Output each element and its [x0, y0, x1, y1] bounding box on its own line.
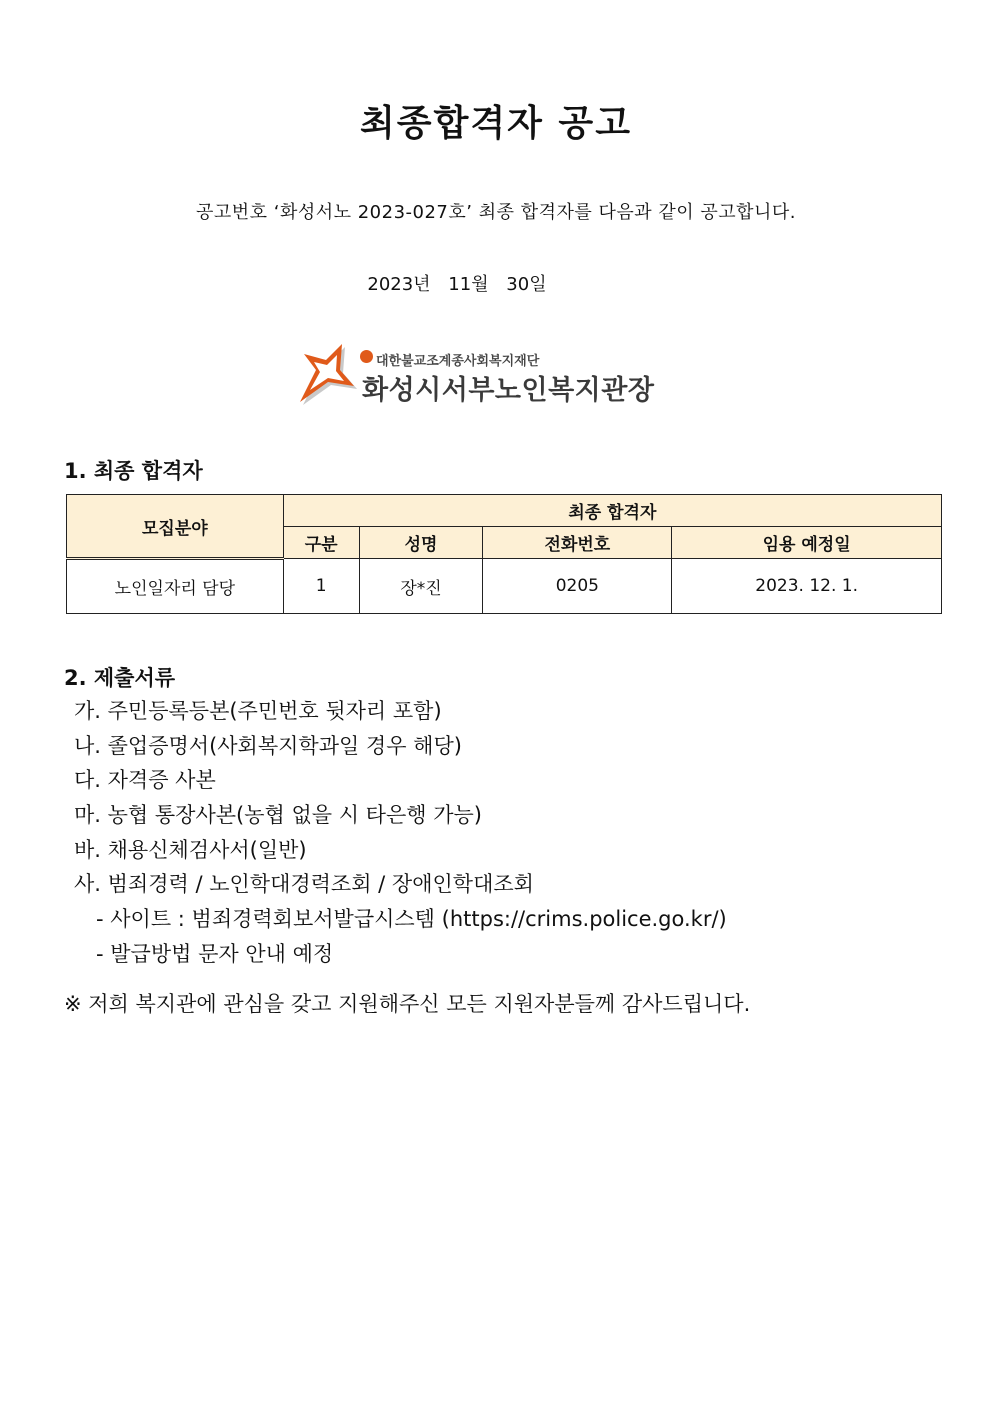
notice-date: 2023년 11월 30일	[367, 274, 547, 295]
cell-start-date: 2023. 12. 1.	[672, 559, 942, 614]
cell-field: 노인일자리 담당	[67, 559, 284, 614]
logo-org-name: 대한불교조계종사회복지재단	[376, 354, 540, 369]
list-item: 마. 농협 통장사본(농협 없을 시 타은행 가능)	[74, 803, 482, 828]
section-heading-result: 1. 최종 합격자	[64, 459, 203, 483]
page-title: 최종합격자 공고	[360, 103, 632, 144]
cell-name: 장*진	[359, 559, 483, 614]
header-no: 구분	[283, 527, 359, 559]
star-emblem-icon	[296, 340, 358, 408]
thanks-note: ※ 저희 복지관에 관심을 갖고 지원해주신 모든 지원자분들께 감사드립니다.	[64, 992, 751, 1016]
documents-list	[74, 696, 727, 974]
header-group: 최종 합격자	[283, 495, 941, 527]
list-item: 바. 채용신체검사서(일반)	[74, 837, 307, 862]
list-sub-item: - 사이트 : 범죄경력회보서발급시스템 (https://crims.police.go.kr/)	[96, 907, 727, 932]
header-start-date: 임용 예정일	[672, 527, 942, 559]
header-name: 성명	[359, 527, 483, 559]
list-sub-item: - 발급방법 문자 안내 예정	[96, 941, 334, 966]
logo-center-name: 화성시서부노인복지관장	[362, 375, 655, 406]
list-item: 다. 자격증 사본	[74, 768, 216, 793]
cell-no: 1	[283, 559, 359, 614]
header-phone: 전화번호	[483, 527, 672, 559]
cell-phone: 0205	[483, 559, 672, 614]
table-header-row	[67, 495, 942, 527]
list-item: 가. 주민등록등본(주민번호 뒷자리 포함)	[74, 699, 442, 723]
result-table	[66, 494, 942, 614]
list-item: 사. 범죄경력 / 노인학대경력조회 / 장애인학대조회	[74, 872, 534, 897]
seal-icon	[360, 350, 373, 363]
list-item: 나. 졸업증명서(사회복지학과일 경우 해당)	[74, 733, 462, 758]
table-row	[67, 559, 942, 614]
intro-text: 공고번호 ‘화성서노 2023-027호’ 최종 합격자를 다음과 같이 공고합니다.	[195, 202, 797, 223]
header-field: 모집분야	[67, 495, 284, 559]
organization-logo	[296, 340, 655, 408]
section-heading-documents: 2. 제출서류	[64, 666, 176, 690]
